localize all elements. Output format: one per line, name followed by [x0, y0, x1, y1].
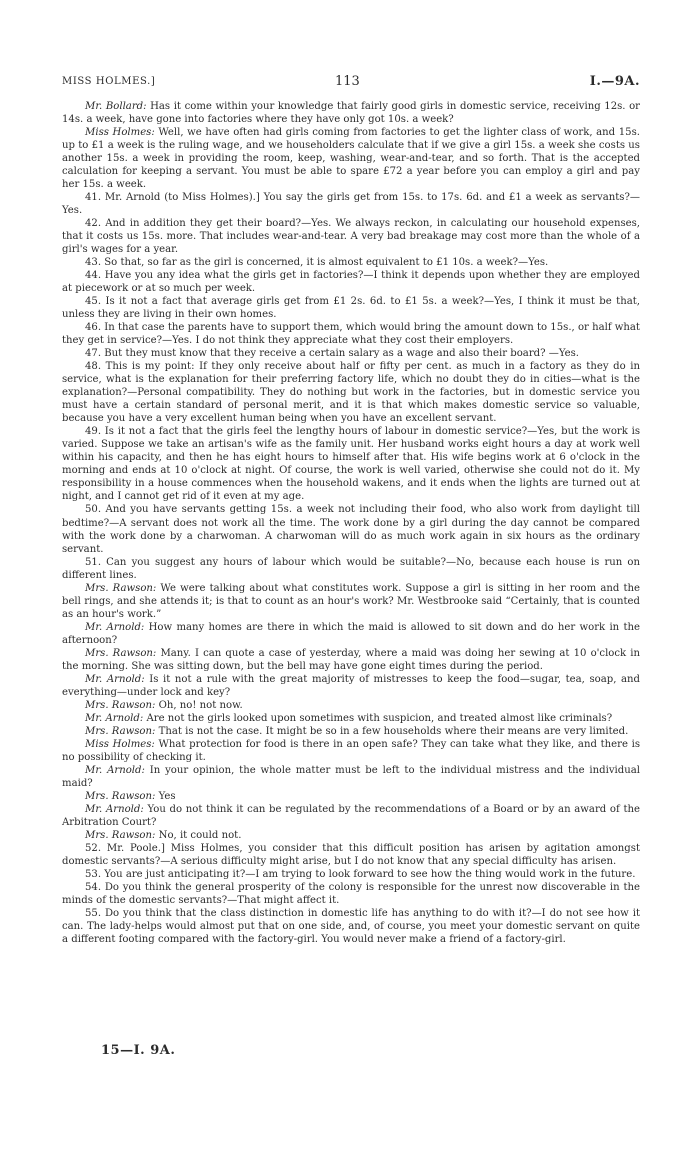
speaker-name: Mrs. Rawson: [85, 829, 156, 841]
speaker-name: Mrs. Rawson: [85, 647, 157, 659]
paragraph-text: 51. Can you suggest any hours of labour which would be suitable?—No, because each house is run on different lines. [62, 556, 640, 581]
speaker-name: Mrs. Rawson: [85, 582, 157, 594]
transcript-paragraph [62, 100, 640, 126]
transcript-paragraph [62, 126, 640, 191]
document-reference: I.—9A. [589, 74, 640, 89]
transcript-paragraph [62, 256, 640, 269]
transcript-paragraph [62, 907, 640, 946]
paragraph-text: In your opinion, the whole matter must be left to the individual mistress and the individual maid? [62, 764, 640, 789]
transcript-paragraph [62, 829, 640, 842]
transcript-paragraph [62, 582, 640, 621]
document-body [62, 100, 640, 946]
paragraph-text: How many homes are there in which the maid is allowed to sit down and do her work in the afternoon? [62, 621, 640, 646]
transcript-paragraph [62, 764, 640, 790]
speaker-name: Mr. Arnold: [85, 803, 144, 815]
transcript-paragraph [62, 803, 640, 829]
paragraph-text: 43. So that, so far as the girl is concerned, it is almost equivalent to £1 10s. a week?—Yes. [85, 257, 549, 269]
transcript-paragraph [62, 868, 640, 881]
paragraph-text: Are not the girls looked upon sometimes with suspicion, and treated almost like criminals? [143, 712, 613, 724]
paragraph-text: Has it come within your knowledge that fairly good girls in domestic service, receiving 12s. or 14s. a week, have gone into factories where they have only got 10s. a week? [62, 101, 641, 126]
paragraph-text: That is not the case. It might be so in a few households where their means are very limited. [155, 725, 629, 737]
speaker-name: Mr. Arnold: [85, 764, 145, 776]
transcript-paragraph [62, 725, 640, 738]
paragraph-text: Yes [155, 790, 176, 802]
speaker-name: Mr. Arnold: [85, 712, 144, 724]
speaker-name: Mr. Arnold: [85, 621, 145, 633]
speaker-name: Miss Holmes: [85, 127, 155, 139]
transcript-paragraph [62, 673, 640, 699]
transcript-paragraph [62, 347, 640, 360]
transcript-paragraph [62, 191, 640, 217]
header-witness-name: MISS HOLMES.] [62, 76, 156, 87]
paragraph-text: 45. Is it not a fact that average girls get from £1 2s. 6d. to £1 5s. a week?—Yes, I think it must be that, unless they are living in their own homes. [62, 296, 640, 321]
transcript-paragraph [62, 881, 640, 907]
paragraph-text: 42. And in addition they get their board?—Yes. We always reckon, in calculating our household expenses, that it costs us 15s. more. That includes wear-and-tear. A very bad breakage may cost more than the whole of a girl's wages for a year. [62, 218, 640, 256]
transcript-paragraph [62, 738, 640, 764]
page-header [62, 74, 640, 90]
transcript-paragraph [62, 425, 640, 503]
speaker-name: Mrs. Rawson: [85, 699, 156, 711]
paragraph-text: Many. I can quote a case of yesterday, where a maid was doing her sewing at 10 o'clock in the morning. She was sitting down, but the bell may have gone eight times during the period. [62, 647, 641, 672]
paragraph-text: We were talking about what constitutes work. Suppose a girl is sitting in her room and the bell rings, and she attends it; is that to count as an hour's work? Mr. Westbrooke said “Certainly, that is counted as an hour's work.” [62, 582, 640, 620]
paragraph-text: 46. In that case the parents have to support them, which would bring the amount down to 15s., or half what they get in service?—Yes. I do not think they appreciate what they cost their employers. [62, 322, 640, 347]
paragraph-text: 54. Do you think the general prosperity of the colony is responsible for the unrest now discoverable in the minds of the domestic servants?—That might affect it. [62, 881, 640, 906]
transcript-paragraph [62, 621, 640, 647]
paragraph-text: 50. And you have servants getting 15s. a week not including their food, who also work from daylight till bedtime?—A servant does not work all the time. The work done by a girl during the day cannot be compared with the work done by a charwoman. A charwoman will do as much work again in six hours as the ordinary servant. [62, 504, 640, 555]
speaker-name: Miss Holmes: [85, 738, 155, 750]
transcript-paragraph [62, 712, 640, 725]
printer-signature: 15—I. 9A. [101, 1043, 176, 1058]
paragraph-text: 52. Mr. Poole.] Miss Holmes, you consider that this difficult position has arisen by agitation amongst domestic servants?—A serious difficulty might arise, but I do not know that any special difficulty has arisen. [62, 842, 640, 867]
paragraph-text: 53. You are just anticipating it?—I am trying to look forward to see how the thing would work in the future. [85, 868, 636, 880]
paragraph-text: What protection for food is there in an open safe? They can take what they like, and there is no possibility of checking it. [62, 738, 640, 763]
transcript-paragraph [62, 790, 640, 803]
paragraph-text: 49. Is it not a fact that the girls feel the lengthy hours of labour in domestic service?—Yes, but the work is varied. Suppose we take an artisan's wife as the family unit. Her husband works eight hours a day at work well within his capacity, and then he has eight hours to himself after that. His wife begins work at 6 o'clock in the morning and ends at 10 o'clock at night. Of course, the work is well varied, otherwise she could not do it. My responsibility in a house commences when the household wakens, and it ends when the lights are turned out at night, and I cannot get rid of it even at my age. [62, 426, 640, 503]
paragraph-text: 44. Have you any idea what the girls get in factories?—I think it depends upon whether they are employed at piecework or at so much per week. [62, 270, 640, 295]
paragraph-text: 47. But they must know that they receive a certain salary as a wage and also their board? —Yes. [85, 348, 579, 360]
transcript-paragraph [62, 295, 640, 321]
page-number: 113 [335, 74, 360, 89]
paragraph-text: No, it could not. [155, 829, 242, 841]
transcript-paragraph [62, 360, 640, 425]
transcript-paragraph [62, 503, 640, 555]
paragraph-text: You do not think it can be regulated by the recommendations of a Board or by an award of the Arbitration Court? [62, 803, 640, 828]
paragraph-text: 48. This is my point: If they only receive about half or fifty per cent. as much in a factory as they do in service, what is the explanation for their preferring factory life, which no doubt they do in cities—what is the explanation?—Personal compatibility. They do nothing but work in the factories, but in domestic service you must have a certain standard of personal merit, and it is that which makes domestic service so valuable, because you have a very excellent human being when you have an excellent servant. [62, 361, 640, 425]
transcript-paragraph [62, 217, 640, 256]
paragraph-text: 41. Mr. Arnold (to Miss Holmes).] You say the girls get from 15s. to 17s. 6d. and £1 a week as servants?—Yes. [62, 192, 640, 217]
paragraph-text: 55. Do you think that the class distinction in domestic life has anything to do with it?—I do not see how it can. The lady-helps would almost put that on one side, and, of course, you meet your domestic servant on quite a different footing compared with the factory-girl. You would never make a friend of a factory-girl. [62, 907, 640, 945]
paragraph-text: Oh, no! not now. [155, 699, 243, 711]
transcript-paragraph [62, 699, 640, 712]
speaker-name: Mrs. Rawson: [85, 725, 156, 737]
transcript-paragraph [62, 842, 640, 868]
transcript-paragraph [62, 647, 640, 673]
transcript-paragraph [62, 556, 640, 582]
paragraph-text: Well, we have often had girls coming from factories to get the lighter class of work, and 15s. up to £1 a week is the ruling wage, and we householders calculate that if we give a girl 15s. a week she costs us another 15s. a week in providing the room, keep, washing, wear-and-tear, and so forth. That is the accepted calculation for keeping a servant. You must be able to spare £72 a year before you can employ a girl and pay her 15s. a week. [62, 127, 640, 191]
paragraph-text: Is it not a rule with the great majority of mistresses to keep the food—sugar, tea, soap, and everything—under lock and key? [62, 673, 640, 698]
speaker-name: Mrs. Rawson: [85, 790, 156, 802]
transcript-paragraph [62, 321, 640, 347]
speaker-name: Mr. Arnold: [85, 673, 145, 685]
speaker-name: Mr. Bollard: [85, 101, 147, 112]
transcript-paragraph [62, 269, 640, 295]
